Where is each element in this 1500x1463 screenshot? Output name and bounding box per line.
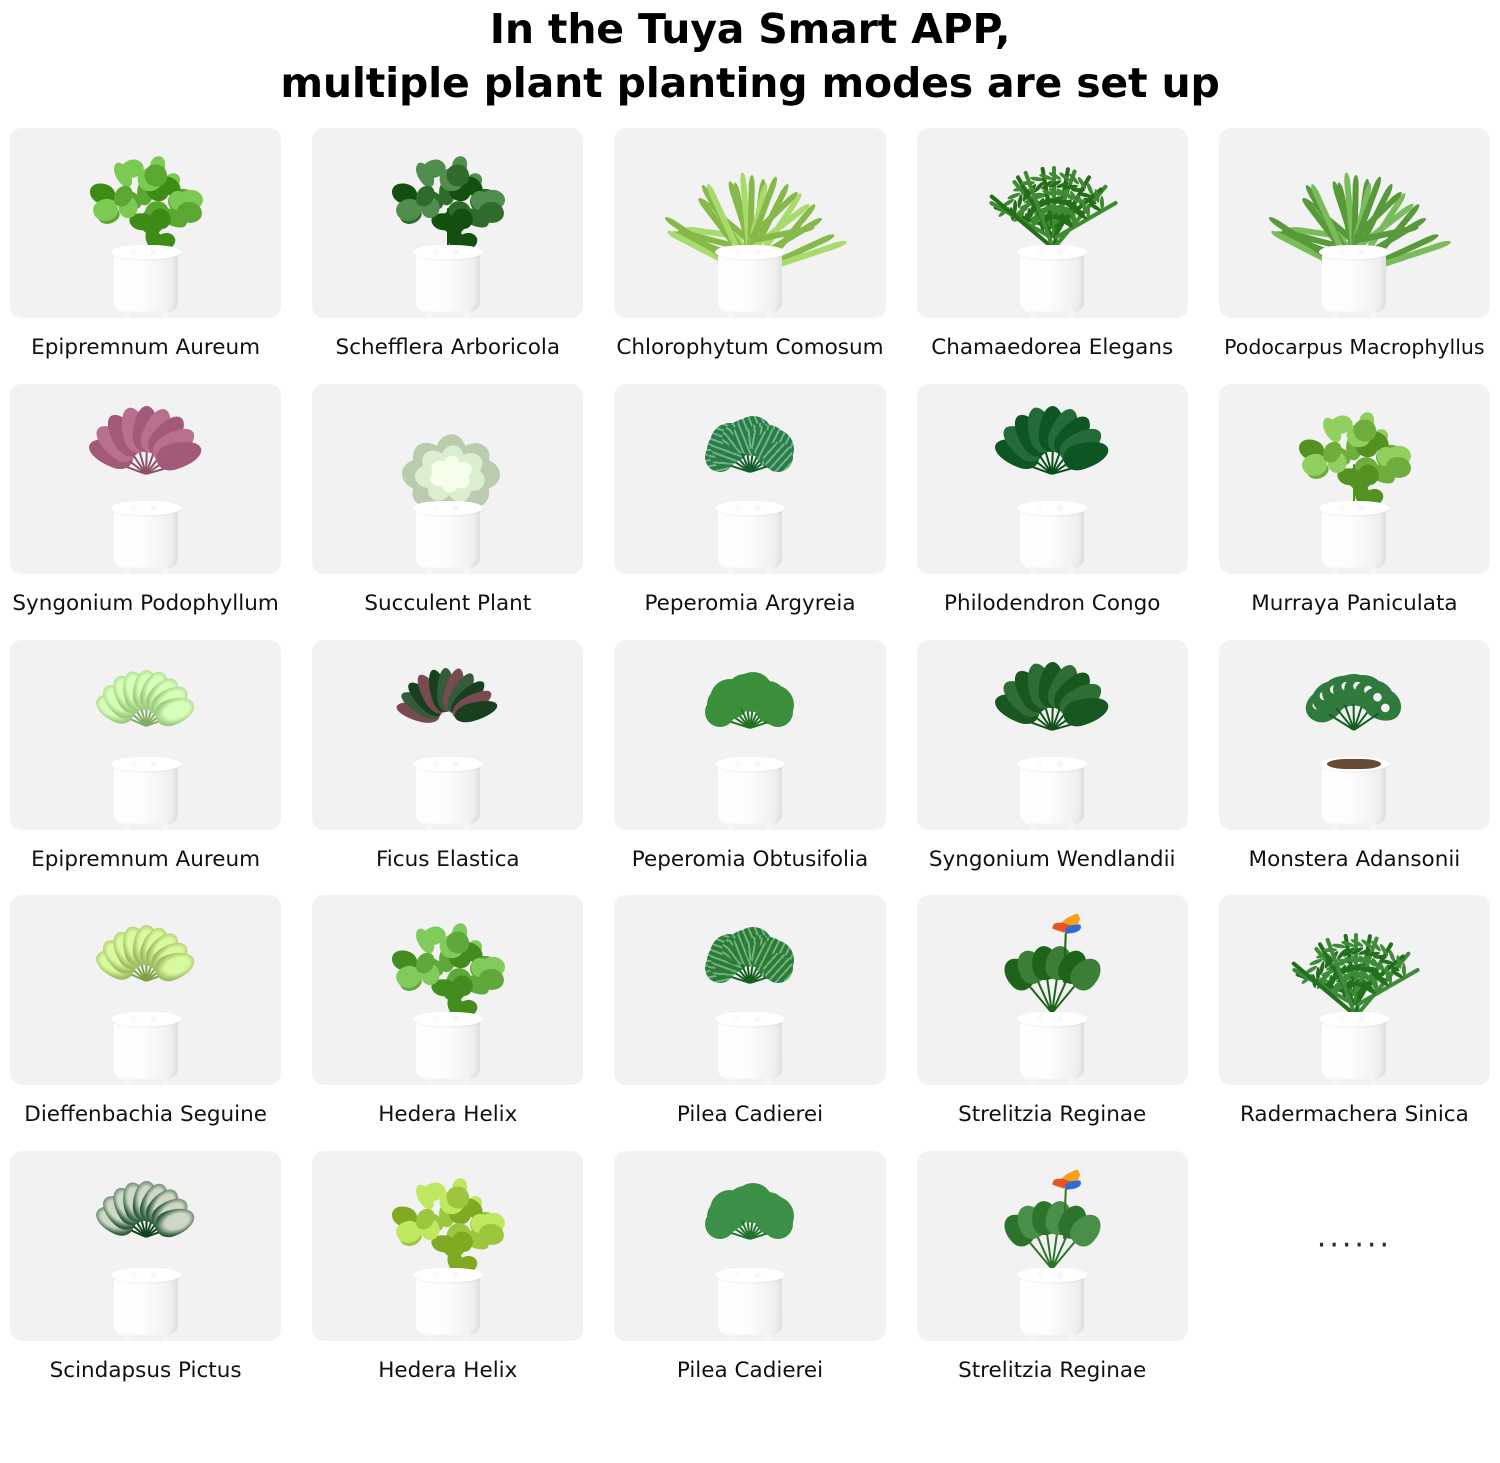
plant-name-label: Hedera Helix xyxy=(378,1102,518,1128)
plant-image xyxy=(917,1151,1188,1341)
plant-foliage xyxy=(373,915,523,1027)
plant-image xyxy=(614,128,885,318)
pot-leg xyxy=(161,1333,168,1341)
plant-card[interactable] xyxy=(312,384,583,640)
plant-illustration xyxy=(312,895,583,1085)
plant-name-label: Podocarpus Macrophyllus xyxy=(1224,335,1485,360)
plant-name-label: Radermachera Sinica xyxy=(1239,1102,1469,1128)
plant-image xyxy=(917,128,1188,318)
plant-image xyxy=(312,128,583,318)
plant-name-label: Murraya Paniculata xyxy=(1251,590,1458,616)
ellipsis-text: ······ xyxy=(1316,1227,1392,1263)
plant-pot xyxy=(1322,762,1386,824)
plant-image xyxy=(1219,128,1490,318)
plant-name-label: Strelitzia Reginae xyxy=(958,1357,1147,1383)
plant-illustration xyxy=(312,128,583,318)
plant-foliage xyxy=(675,148,825,260)
plant-card[interactable] xyxy=(312,640,583,896)
pot-leg xyxy=(1029,310,1036,318)
pot-leg xyxy=(1332,821,1339,829)
plant-card[interactable] xyxy=(312,1151,583,1407)
plant-pot xyxy=(114,250,178,312)
pot-pebbles xyxy=(1326,248,1382,257)
pot-leg xyxy=(1067,821,1074,829)
pot-leg xyxy=(463,821,470,829)
plant-illustration xyxy=(10,384,281,574)
pot-leg xyxy=(161,821,168,829)
pot-pebbles xyxy=(722,248,778,257)
plant-card[interactable] xyxy=(1219,895,1490,1151)
pot-leg xyxy=(1029,1077,1036,1085)
pot-leg xyxy=(123,1077,130,1085)
plant-pot xyxy=(416,506,480,568)
plant-name-label: Syngonium Podophyllum xyxy=(12,590,279,616)
plant-pot xyxy=(1322,250,1386,312)
plant-card[interactable] xyxy=(614,1151,885,1407)
pot-leg xyxy=(1370,310,1377,318)
plant-pot xyxy=(416,762,480,824)
plant-image xyxy=(614,1151,885,1341)
plant-illustration xyxy=(614,1151,885,1341)
plant-illustration xyxy=(614,640,885,830)
plant-foliage xyxy=(1279,148,1429,260)
plant-image xyxy=(917,895,1188,1085)
plant-card[interactable] xyxy=(917,384,1188,640)
pot-pebbles xyxy=(118,1271,174,1280)
plant-image xyxy=(917,384,1188,574)
grid-cell-more[interactable] xyxy=(1219,1151,1490,1407)
plant-pot xyxy=(1020,250,1084,312)
plant-foliage xyxy=(675,915,825,1027)
pot-leg xyxy=(1332,310,1339,318)
pot-leg xyxy=(1029,821,1036,829)
plant-name-label: Chlorophytum Comosum xyxy=(616,335,884,361)
pot-pebbles xyxy=(118,504,174,513)
pot-leg xyxy=(161,310,168,318)
plant-illustration xyxy=(614,384,885,574)
pot-leg xyxy=(425,821,432,829)
plant-card[interactable] xyxy=(10,384,281,640)
plant-illustration xyxy=(10,128,281,318)
plant-card[interactable] xyxy=(1219,640,1490,896)
plant-name-label: Pilea Cadierei xyxy=(676,1357,824,1383)
plant-illustration xyxy=(1219,640,1490,830)
plant-grid xyxy=(8,128,1492,1406)
pot-leg xyxy=(765,566,772,574)
plant-image xyxy=(312,640,583,830)
plant-illustration xyxy=(10,895,281,1085)
pot-leg xyxy=(727,310,734,318)
plant-illustration xyxy=(1219,384,1490,574)
plant-foliage xyxy=(71,148,221,260)
page-title-line-2: multiple plant planting modes are set up xyxy=(280,59,1220,108)
plant-name-label: Succulent Plant xyxy=(364,590,532,616)
plant-image xyxy=(10,895,281,1085)
plant-pot xyxy=(114,1017,178,1079)
pot-leg xyxy=(425,1333,432,1341)
plant-name-label: Chamaedorea Elegans xyxy=(931,335,1174,361)
plant-illustration xyxy=(614,128,885,318)
plant-illustration xyxy=(312,1151,583,1341)
plant-image xyxy=(312,895,583,1085)
plant-pot xyxy=(114,506,178,568)
pot-leg xyxy=(161,566,168,574)
pot-leg xyxy=(765,821,772,829)
plant-image xyxy=(1219,895,1490,1085)
pot-leg xyxy=(727,1077,734,1085)
pot-pebbles xyxy=(1024,1015,1080,1024)
plant-illustration xyxy=(917,895,1188,1085)
pot-leg xyxy=(727,1333,734,1341)
plant-foliage xyxy=(977,915,1127,1027)
plant-foliage xyxy=(71,915,221,1027)
pot-leg xyxy=(425,310,432,318)
pot-leg xyxy=(123,566,130,574)
plant-foliage xyxy=(675,660,825,772)
pot-leg xyxy=(1332,1077,1339,1085)
plant-pot xyxy=(1020,506,1084,568)
plant-card[interactable] xyxy=(10,895,281,1151)
plant-pot xyxy=(416,1017,480,1079)
plant-image xyxy=(614,384,885,574)
pot-pebbles xyxy=(722,1015,778,1024)
plant-illustration xyxy=(917,128,1188,318)
plant-image xyxy=(1219,384,1490,574)
plant-image xyxy=(10,384,281,574)
pot-pebbles xyxy=(118,248,174,257)
plant-name-label: Scindapsus Pictus xyxy=(49,1357,242,1383)
pot-leg xyxy=(1067,1077,1074,1085)
plant-image xyxy=(10,128,281,318)
plant-pot xyxy=(718,1017,782,1079)
plant-illustration xyxy=(1219,895,1490,1085)
plant-pot xyxy=(1322,506,1386,568)
plant-name-label: Hedera Helix xyxy=(378,1357,518,1383)
plant-illustration xyxy=(1219,128,1490,318)
plant-illustration xyxy=(10,1151,281,1341)
pot-leg xyxy=(1067,310,1074,318)
plant-pot xyxy=(1020,762,1084,824)
plant-image xyxy=(312,1151,583,1341)
plant-image xyxy=(614,640,885,830)
plant-foliage xyxy=(1279,660,1429,772)
pot-leg xyxy=(765,310,772,318)
plant-pot xyxy=(1020,1273,1084,1335)
pot-leg xyxy=(123,1333,130,1341)
plant-foliage xyxy=(373,404,523,516)
plant-name-label: Dieffenbachia Seguine xyxy=(24,1102,267,1128)
plant-image xyxy=(312,384,583,574)
pot-pebbles xyxy=(1024,1271,1080,1280)
plant-foliage xyxy=(71,404,221,516)
plant-illustration xyxy=(312,640,583,830)
pot-pebbles xyxy=(420,504,476,513)
pot-soil xyxy=(1327,759,1381,769)
plant-foliage xyxy=(1279,404,1429,516)
plant-card[interactable] xyxy=(614,895,885,1151)
plant-foliage xyxy=(71,660,221,772)
pot-pebbles xyxy=(722,504,778,513)
plant-image xyxy=(10,640,281,830)
plant-card[interactable] xyxy=(10,1151,281,1407)
plant-card[interactable] xyxy=(917,640,1188,896)
plant-name-label: Pilea Cadierei xyxy=(676,1102,824,1128)
plant-card[interactable] xyxy=(10,128,281,384)
plant-card[interactable] xyxy=(312,128,583,384)
plant-pot xyxy=(718,1273,782,1335)
plant-pot xyxy=(718,762,782,824)
pot-leg xyxy=(1029,1333,1036,1341)
pot-leg xyxy=(727,821,734,829)
pot-leg xyxy=(765,1077,772,1085)
plant-foliage xyxy=(71,1171,221,1283)
plant-image xyxy=(10,1151,281,1341)
pot-leg xyxy=(1370,821,1377,829)
plant-card[interactable] xyxy=(1219,128,1490,384)
pot-leg xyxy=(1029,566,1036,574)
pot-leg xyxy=(123,821,130,829)
plant-pot xyxy=(416,250,480,312)
plant-card[interactable] xyxy=(10,640,281,896)
plant-illustration xyxy=(917,640,1188,830)
pot-pebbles xyxy=(420,248,476,257)
pot-leg xyxy=(425,1077,432,1085)
plant-card[interactable] xyxy=(614,384,885,640)
plant-foliage xyxy=(373,660,523,772)
plant-name-label: Syngonium Wendlandii xyxy=(928,846,1176,872)
plant-name-label: Strelitzia Reginae xyxy=(958,1102,1147,1128)
plant-foliage xyxy=(675,404,825,516)
pot-leg xyxy=(463,566,470,574)
pot-pebbles xyxy=(1024,504,1080,513)
pot-pebbles xyxy=(420,1271,476,1280)
pot-leg xyxy=(463,1333,470,1341)
plant-card[interactable] xyxy=(917,895,1188,1151)
plant-foliage xyxy=(977,1171,1127,1283)
pot-pebbles xyxy=(420,760,476,769)
plant-pot xyxy=(1322,1017,1386,1079)
plant-pot xyxy=(1020,1017,1084,1079)
pot-pebbles xyxy=(1326,1015,1382,1024)
page-title xyxy=(8,0,1492,110)
pot-pebbles xyxy=(420,1015,476,1024)
pot-pebbles xyxy=(118,1015,174,1024)
pot-leg xyxy=(425,566,432,574)
plant-pot xyxy=(416,1273,480,1335)
plant-foliage xyxy=(977,404,1127,516)
pot-leg xyxy=(765,1333,772,1341)
pot-leg xyxy=(463,310,470,318)
plant-name-label: Epipremnum Aureum xyxy=(31,335,261,361)
pot-pebbles xyxy=(1024,760,1080,769)
plant-card[interactable] xyxy=(917,128,1188,384)
plant-card[interactable] xyxy=(614,640,885,896)
plant-card[interactable] xyxy=(917,1151,1188,1407)
plant-name-label: Epipremnum Aureum xyxy=(31,846,261,872)
plant-name-label: Philodendron Congo xyxy=(943,590,1161,616)
plant-illustration xyxy=(10,640,281,830)
pot-leg xyxy=(123,310,130,318)
pot-pebbles xyxy=(1326,504,1382,513)
plant-image xyxy=(614,895,885,1085)
pot-pebbles xyxy=(722,760,778,769)
pot-pebbles xyxy=(1024,248,1080,257)
pot-leg xyxy=(1370,566,1377,574)
pot-pebbles xyxy=(118,760,174,769)
pot-leg xyxy=(161,1077,168,1085)
plant-illustration xyxy=(917,1151,1188,1341)
plant-pot xyxy=(718,250,782,312)
plant-foliage xyxy=(977,660,1127,772)
plant-illustration xyxy=(917,384,1188,574)
plant-foliage xyxy=(373,148,523,260)
more-indicator xyxy=(1219,1151,1490,1341)
pot-leg xyxy=(1370,1077,1377,1085)
pot-leg xyxy=(463,1077,470,1085)
plant-name-label: Peperomia Obtusifolia xyxy=(631,846,869,872)
plant-pot xyxy=(718,506,782,568)
plant-card[interactable] xyxy=(614,128,885,384)
plant-foliage xyxy=(1279,915,1429,1027)
plant-name-label: Peperomia Argyreia xyxy=(644,590,856,616)
plant-foliage xyxy=(977,148,1127,260)
pot-leg xyxy=(1067,566,1074,574)
pot-leg xyxy=(1332,566,1339,574)
plant-card[interactable] xyxy=(312,895,583,1151)
plant-name-label: Monstera Adansonii xyxy=(1248,846,1461,872)
plant-illustration xyxy=(312,384,583,574)
pot-pebbles xyxy=(722,1271,778,1280)
pot-leg xyxy=(727,566,734,574)
plant-image xyxy=(1219,640,1490,830)
page-title-line-1: In the Tuya Smart APP, xyxy=(489,5,1011,53)
plant-foliage xyxy=(675,1171,825,1283)
plant-illustration xyxy=(614,895,885,1085)
plant-pot xyxy=(114,1273,178,1335)
pot-leg xyxy=(1067,1333,1074,1341)
plant-foliage xyxy=(373,1171,523,1283)
plant-name-label: Ficus Elastica xyxy=(375,846,520,872)
plant-name-label: Schefflera Arboricola xyxy=(335,335,561,361)
plant-card[interactable] xyxy=(1219,384,1490,640)
plant-pot xyxy=(114,762,178,824)
plant-image xyxy=(917,640,1188,830)
